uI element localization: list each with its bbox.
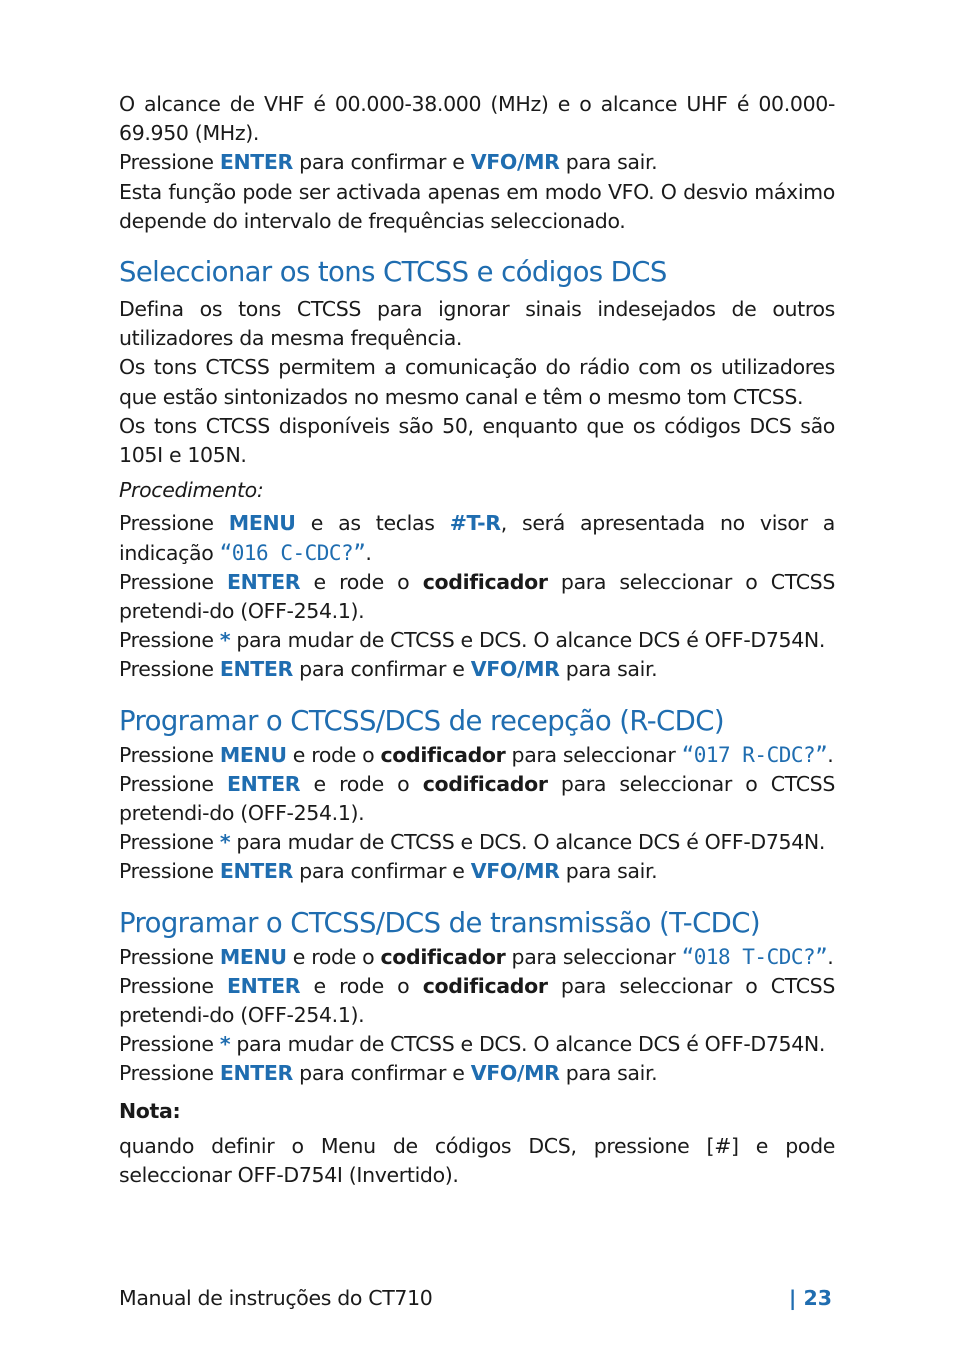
key-star: * <box>219 830 231 855</box>
encoder-label: codificador <box>422 771 548 796</box>
s2-step-3: Pressione * para mudar de CTCSS e DCS. O alcance DCS é OFF-D754N. <box>119 830 826 855</box>
section-title-r-cdc: Programar o CTCSS/DCS de recepção (R-CDC) <box>119 704 724 737</box>
encoder-label: codificador <box>380 944 506 969</box>
s3-step-3: Pressione * para mudar de CTCSS e DCS. O alcance DCS é OFF-D754N. <box>119 1032 826 1057</box>
s2-step-4: Pressione ENTER para confirmar e VFO/MR para sair. <box>119 859 658 884</box>
key-t-r: #T-R <box>449 511 501 536</box>
s1-step-1: Pressione MENU e as teclas #T-R, será apresentada no visor a indicação “016 C-CDC?”. <box>119 511 835 565</box>
key-star: * <box>219 628 231 653</box>
note-title: Nota: <box>119 1098 181 1123</box>
key-enter: ENTER <box>226 973 301 998</box>
intro-range: O alcance de VHF é 00.000-38.000 (MHz) e o alcance UHF é 00.000-69.950 (MHz). <box>119 92 835 146</box>
s1-paragraph-1: Defina os tons CTCSS para ignorar sinais indesejados de outros utilizadores da mesma frequência. <box>119 297 835 351</box>
key-enter: ENTER <box>219 859 293 884</box>
key-star: * <box>219 1032 231 1057</box>
s1-step-4: Pressione ENTER para confirmar e VFO/MR para sair. <box>119 657 658 682</box>
page-content <box>119 90 835 1190</box>
procedure-label: Procedimento: <box>119 478 264 503</box>
footer-manual-title: Manual de instruções do CT710 <box>119 1286 433 1310</box>
key-vfo-mr: VFO/MR <box>470 859 560 884</box>
section-title-ctcss-dcs: Seleccionar os tons CTCSS e códigos DCS <box>119 256 667 289</box>
s1-step-3: Pressione * para mudar de CTCSS e DCS. O alcance DCS é OFF-D754N. <box>119 628 826 653</box>
s3-step-2: Pressione ENTER e rode o codificador para seleccionar o CTCSS pretendi-do (OFF-254.1). <box>119 973 836 1028</box>
key-vfo-mr: VFO/MR <box>470 1061 560 1086</box>
key-enter: ENTER <box>219 1061 293 1086</box>
s2-step-2: Pressione ENTER e rode o codificador para seleccionar o CTCSS pretendi-do (OFF-254.1). <box>119 771 836 826</box>
key-vfo-mr: VFO/MR <box>470 150 560 175</box>
encoder-label: codificador <box>422 569 548 594</box>
display-text: “016 C-CDC?” <box>219 540 366 565</box>
section-title-t-cdc: Programar o CTCSS/DCS de transmissão (T-CDC) <box>119 906 760 939</box>
note-text: quando definir o Menu de códigos DCS, pressione [#] e pode seleccionar OFF-D754I (Invertido). <box>119 1133 835 1188</box>
display-text: “017 R-CDC?” <box>681 742 828 767</box>
s3-step-4: Pressione ENTER para confirmar e VFO/MR para sair. <box>119 1061 658 1086</box>
encoder-label: codificador <box>380 742 506 767</box>
key-menu: MENU <box>219 944 287 969</box>
key-enter: ENTER <box>226 771 301 796</box>
key-menu: MENU <box>219 742 287 767</box>
display-text: “018 T-CDC?” <box>681 944 828 969</box>
key-enter: ENTER <box>219 150 293 175</box>
s3-step-1: Pressione MENU e rode o codificador para seleccionar “018 T-CDC?”. <box>119 944 834 969</box>
key-enter: ENTER <box>219 657 293 682</box>
key-enter: ENTER <box>226 569 301 594</box>
key-menu: MENU <box>228 511 296 536</box>
intro-vfo-note: Esta função pode ser activada apenas em modo VFO. O desvio máximo depende do intervalo de frequências seleccionado. <box>119 179 835 233</box>
s1-step-2: Pressione ENTER e rode o codificador para seleccionar o CTCSS pretendi-do (OFF-254.1). <box>119 569 836 624</box>
key-vfo-mr: VFO/MR <box>470 657 560 682</box>
page-number: | 23 <box>788 1286 832 1310</box>
intro-confirm: Pressione ENTER para confirmar e VFO/MR para sair. <box>119 150 658 175</box>
s2-step-1: Pressione MENU e rode o codificador para seleccionar “017 R-CDC?”. <box>119 742 834 767</box>
encoder-label: codificador <box>422 973 548 998</box>
s1-paragraph-2: Os tons CTCSS permitem a comunicação do rádio com os utilizadores que estão sintonizados no mesmo canal e têm o mesmo tom CTCSS. <box>119 355 835 409</box>
s1-paragraph-3: Os tons CTCSS disponíveis são 50, enquanto que os códigos DCS são 105I e 105N. <box>119 413 835 468</box>
